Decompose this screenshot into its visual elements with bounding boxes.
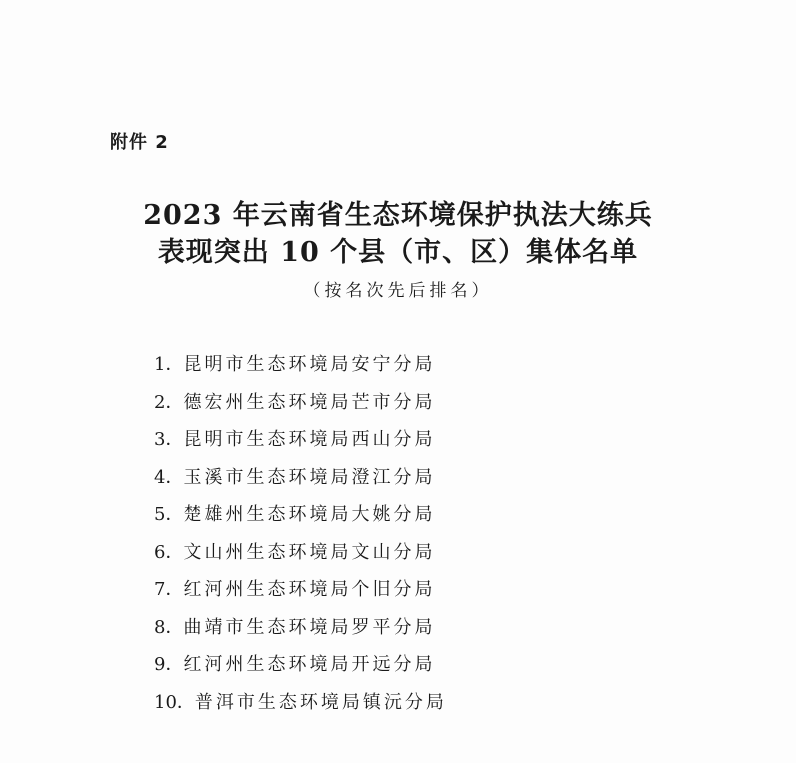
document-title-line-1: 2023 年云南省生态环境保护执法大练兵: [143, 200, 653, 231]
list-item: [154, 684, 447, 722]
list-item: [154, 459, 447, 497]
list-item-number: 7．: [154, 579, 184, 600]
list-item-number: 8．: [154, 616, 184, 638]
list-item-number: 6．: [154, 541, 184, 563]
list-item: [154, 421, 447, 459]
document-title-line-2: 表现突出 10 个县（市、区）集体名单: [157, 237, 639, 268]
list-item: [154, 384, 447, 422]
list-item-name: 红河州生态环境局开远分局: [183, 654, 436, 675]
list-item-number: 10．: [154, 691, 195, 713]
list-item-name: 玉溪市生态环境局澄江分局: [183, 466, 436, 488]
list-item-name: 楚雄州生态环境局大姚分局: [183, 504, 436, 525]
list-item-number: 3．: [154, 429, 184, 450]
list-item-name: 德宏州生态环境局芒市分局: [183, 391, 436, 413]
list-item: [154, 646, 447, 684]
list-item: [154, 496, 447, 534]
list-item-name: 文山州生态环境局文山分局: [183, 541, 436, 563]
document-subtitle: （按名次先后排名）: [303, 281, 493, 301]
attachment-label: 附件 2: [110, 132, 169, 153]
list-item-name: 昆明市生态环境局安宁分局: [183, 354, 436, 375]
list-item-name: 红河州生态环境局个旧分局: [183, 579, 436, 600]
list-item-number: 9．: [154, 654, 184, 675]
list-item-name: 普洱市生态环境局镇沅分局: [194, 691, 447, 713]
list-item-name: 曲靖市生态环境局罗平分局: [183, 616, 436, 638]
list-item-number: 5．: [154, 504, 184, 525]
list-item: [154, 571, 447, 609]
award-list: [154, 346, 447, 721]
list-item: [154, 609, 447, 647]
list-item: [154, 346, 447, 384]
list-item-number: 1．: [154, 354, 184, 375]
list-item-number: 4．: [154, 466, 184, 488]
list-item-number: 2．: [154, 391, 184, 413]
list-item-name: 昆明市生态环境局西山分局: [183, 429, 436, 450]
list-item: [154, 534, 447, 572]
